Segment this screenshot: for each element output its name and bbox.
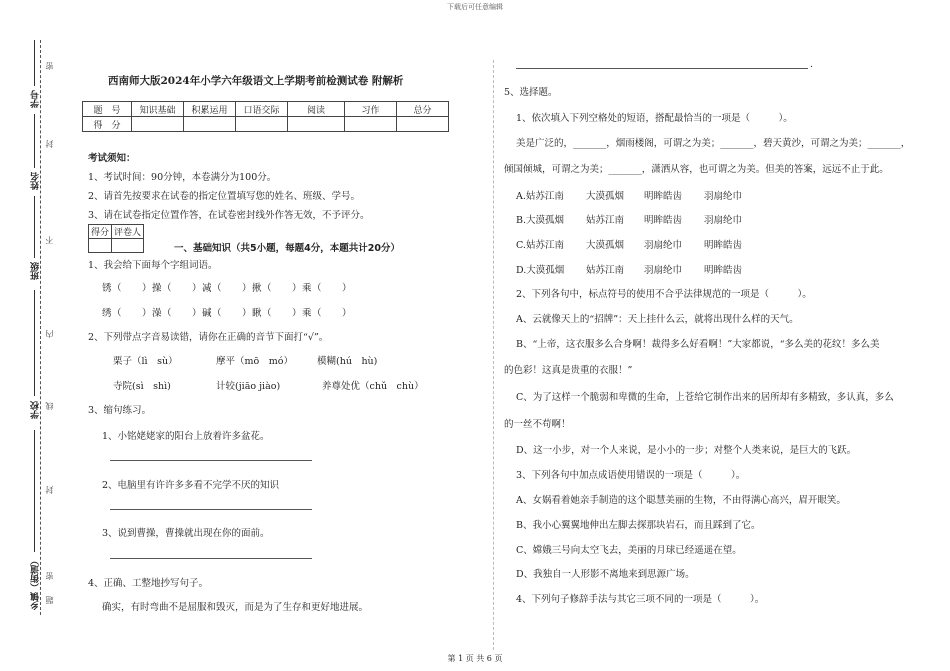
page-title: 西南师大版2024年小学六年级语文上学期考前检测试卷 附解析 (108, 75, 404, 87)
option-phrase: 姑苏江南 (586, 265, 625, 276)
q5-2-option-a[interactable]: A、云就像天上的“招牌”：天上挂什么云，就将出现什么样的天气。 (516, 314, 799, 325)
question-2: 2、下列带点字音易读错，请你在正确的音节下面打“√”。 (88, 332, 329, 343)
q5-2-option-c[interactable]: C、为了这样一个脆弱和卑微的生命，上苍给它制作出来的居所却有多精致，多认真，多么 (516, 392, 894, 403)
name-label: 姓名 (31, 172, 41, 190)
q3-item: 3、说到曹操，曹操就出现在你的面前。 (102, 528, 270, 539)
score-header-cell: 题 号 (83, 102, 132, 117)
q5-2-option-b[interactable]: B、“上帝，这衣服多么合身啊！裁得多么好看啊！”大家都说，“多么美的花纹！多么美 (516, 339, 880, 350)
notice-item: 1、考试时间：90分钟，本卷满分为100分。 (88, 172, 277, 183)
grader-score-label: 得分 (89, 225, 112, 239)
q2-item: 寺院(sì shì) (113, 381, 171, 392)
answer-line[interactable] (110, 558, 312, 559)
q5-3: 3、下列各句中加点成语使用错误的一项是（ ）。 (516, 470, 746, 481)
page-footer: 第 1 页 共 6 页 (447, 654, 503, 663)
seal-mark: 内 (45, 330, 54, 338)
score-header-cell: 口语交际 (236, 102, 288, 117)
column-divider (493, 60, 494, 650)
class-line (34, 196, 35, 258)
option-phrase: 明眸皓齿 (704, 240, 743, 251)
q5-3-option-a[interactable]: A、女娲看着她亲手制造的这个聪慧美丽的生物，不由得满心高兴，眉开眼笑。 (516, 495, 846, 506)
q5-1: 1、依次填入下列空格处的短语，搭配最恰当的一项是（ ）。 (516, 113, 793, 124)
score-cell[interactable] (288, 117, 345, 132)
notice-item: 2、请首先按要求在试卷的指定位置填写您的姓名、班级、学号。 (88, 191, 361, 202)
q5-1-text: 美是广泛的，_______，烟雨楼阁，可谓之为美；_______，碧天黄沙，可谓之为美；_______， (516, 138, 911, 149)
score-cell[interactable] (132, 117, 184, 132)
option-phrase: 明眸皓齿 (644, 191, 683, 202)
option-phrase: 羽扇纶巾 (644, 240, 683, 251)
township-line (34, 430, 35, 552)
score-header-cell: 习作 (345, 102, 397, 117)
seal-mark: 题 (45, 596, 54, 604)
q1-row: 锈（ ）操（ ）减（ ）揪（ ）乘（ ） (102, 283, 353, 294)
q5-2-option-c-cont: 的一丝不苟啊！ (504, 419, 571, 430)
student-id-line (34, 40, 35, 86)
option-phrase: 大漠孤烟 (586, 191, 625, 202)
option-phrase: 羽扇纶巾 (704, 215, 743, 226)
option-phrase: 大漠孤烟 (586, 240, 625, 251)
q2-item: 计较(jiāo jiào) (216, 381, 281, 392)
school-label: 学校 (31, 401, 41, 419)
q5-2: 2、下列各句中，标点符号的使用不合乎法律规范的一项是（ ）。 (516, 289, 812, 300)
student-id-label: 学号 (31, 90, 41, 108)
seal-mark: 不 (45, 236, 54, 244)
section-heading: 一、基础知识（共5小题，每题4分，本题共计20分） (174, 243, 400, 254)
q5-2-option-b-cont: 的色彩！这真是贵重的衣服！” (504, 365, 633, 376)
seal-mark: 封 (45, 486, 54, 494)
option-phrase: 羽扇纶巾 (644, 265, 683, 276)
q5-1-option-b[interactable]: B.大漠孤烟 (516, 215, 565, 226)
top-note: 下载后可任意编辑 (447, 3, 503, 11)
q2-item: 模糊(hú hù) (317, 356, 378, 367)
q5-1-option-a[interactable]: A.姑苏江南 (516, 191, 564, 202)
question-5: 5、选择题。 (504, 87, 558, 98)
score-header-cell: 积累运用 (184, 102, 236, 117)
name-line (34, 114, 35, 168)
grader-score-cell[interactable] (89, 239, 112, 253)
q5-3-option-c[interactable]: C、嫦娥三号向太空飞去，美丽的月球已经遥遥在望。 (516, 545, 742, 556)
score-cell[interactable] (397, 117, 449, 132)
q5-1-option-c[interactable]: C.姑苏江南 (516, 240, 564, 251)
option-phrase: 姑苏江南 (586, 215, 625, 226)
notice-item: 3、请在试卷指定位置作答，在试卷密封线外作答无效，不予评分。 (88, 210, 370, 221)
binding-line (40, 40, 41, 615)
score-table (82, 101, 449, 132)
score-header-cell: 总分 (397, 102, 449, 117)
township-label: 乡镇（街道） (31, 556, 41, 610)
grader-box (88, 224, 144, 253)
q5-4: 4、下列句子修辞手法与其它三项不同的一项是（ ）。 (516, 594, 765, 605)
class-label: 班级 (31, 262, 41, 280)
line-end-mark: . (810, 59, 814, 70)
q2-item: 摩平（mō mó） (216, 356, 293, 367)
q5-1-text: 倾国倾城，可谓之为美；_______，潇洒从容，也可谓之为美。但美的答案，远远不止于此。 (504, 164, 889, 175)
seal-mark: 密 (45, 62, 54, 70)
question-1: 1、我会给下面每个字组词语。 (88, 260, 218, 271)
question-3: 3、缩句练习。 (88, 405, 152, 416)
q1-row: 绣（ ）澡（ ）碱（ ）瞅（ ）乘（ ） (102, 308, 353, 319)
grader-name-cell[interactable] (112, 239, 144, 253)
option-phrase: 羽扇纶巾 (704, 191, 743, 202)
answer-line[interactable] (110, 509, 312, 510)
score-row-label: 得 分 (83, 117, 132, 132)
q5-3-option-d[interactable]: D、我独自一人形影不离地来到思源广场。 (516, 569, 695, 580)
score-header-cell: 阅读 (288, 102, 345, 117)
q3-item: 1、小铭姥姥家的阳台上放着许多盆花。 (102, 431, 270, 442)
q5-2-option-d[interactable]: D、这一小步，对一个人来说，是小小的一步；对整个人类来说，是巨大的飞跃。 (516, 445, 857, 456)
q5-1-option-d[interactable]: D.大漠孤烟 (516, 265, 565, 276)
option-phrase: 明眸皓齿 (704, 265, 743, 276)
q4-text: 确实，有时弯曲不是屈服和毁灭，而是为了生存和更好地进展。 (102, 602, 369, 613)
q2-item: 养尊处优（chǔ chù） (322, 381, 424, 392)
question-4: 4、正确、工整地抄写句子。 (88, 578, 209, 589)
q5-3-option-b[interactable]: B、我小心翼翼地伸出左脚去探那块岩石，而且踩到了它。 (516, 520, 761, 531)
answer-line[interactable] (516, 68, 808, 69)
grader-name-label: 评卷人 (112, 225, 144, 239)
q3-item: 2、电脑里有许许多多看不完学不厌的知识 (102, 480, 280, 491)
notice-heading: 考试须知： (88, 153, 136, 164)
score-header-cell: 知识基础 (132, 102, 184, 117)
answer-line[interactable] (110, 460, 312, 461)
option-phrase: 明眸皓齿 (644, 215, 683, 226)
seal-mark: 封 (45, 140, 54, 148)
q2-item: 栗子（lì sù） (113, 356, 178, 367)
score-cell[interactable] (236, 117, 288, 132)
seal-mark: 线 (45, 402, 54, 410)
score-cell[interactable] (184, 117, 236, 132)
score-cell[interactable] (345, 117, 397, 132)
school-line (34, 290, 35, 396)
seal-mark: 密 (45, 572, 54, 580)
